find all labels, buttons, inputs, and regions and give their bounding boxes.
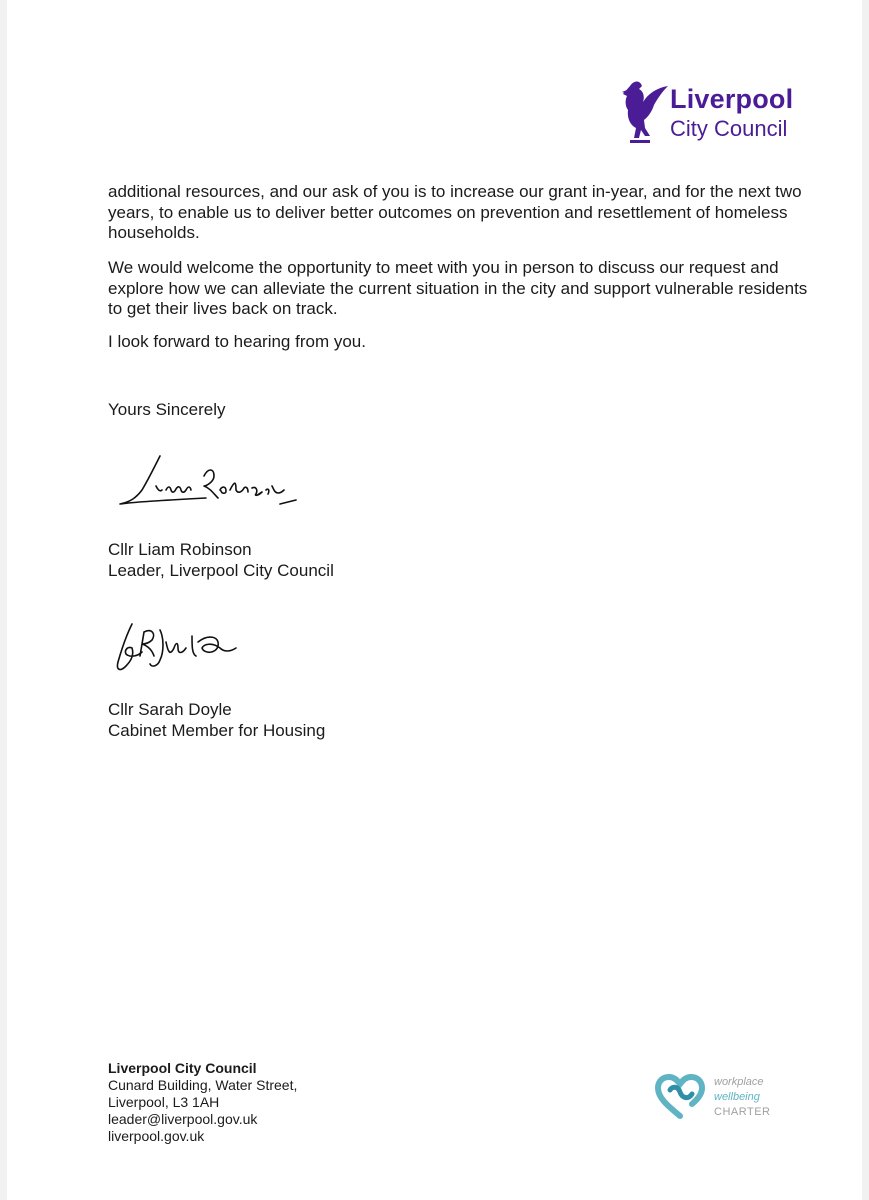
charter-line1: workplace [714,1076,764,1088]
signatory-1 [108,540,334,581]
charter-line3: CHARTER [714,1106,771,1118]
paragraph-1: additional resources, and our ask of you is to increase our grant in-year, and for the next two years, to enable us to deliver better outcomes on prevention and resettlement of homeless households. [108,182,802,242]
heart-icon [652,1072,708,1122]
signature-sarah-doyle [108,612,248,682]
footer-address [108,1060,297,1145]
closing-salutation: Yours Sincerely [108,400,226,419]
paragraph-3: I look forward to hearing from you. [108,332,366,351]
wellbeing-charter-logo [652,1072,792,1122]
signatory-1-title: Leader, Liverpool City Council [108,560,334,580]
logo-subtitle: City Council [670,116,788,141]
footer-email[interactable]: leader@liverpool.gov.uk [108,1111,258,1127]
footer-website[interactable]: liverpool.gov.uk [108,1128,205,1144]
liver-bird-icon [612,78,670,146]
paragraph-2: We would welcome the opportunity to meet with you in person to discuss our request and explore how we can alleviate the current situation in the city and support vulnerable residents to get their lives back on track. [108,258,808,318]
signatory-2-name: Cllr Sarah Doyle [108,700,232,719]
footer-address-line1: Cunard Building, Water Street, [108,1077,298,1093]
signatory-1-name: Cllr Liam Robinson [108,540,252,559]
footer-address-line2: Liverpool, L3 1AH [108,1094,220,1110]
charter-line2: wellbeing [714,1091,760,1103]
logo-title: Liverpool [670,84,794,114]
signatory-2 [108,700,325,741]
council-logo [612,78,812,148]
signature-liam-robinson [108,446,308,526]
signatory-2-title: Cabinet Member for Housing [108,720,326,740]
footer-org: Liverpool City Council [108,1060,257,1076]
